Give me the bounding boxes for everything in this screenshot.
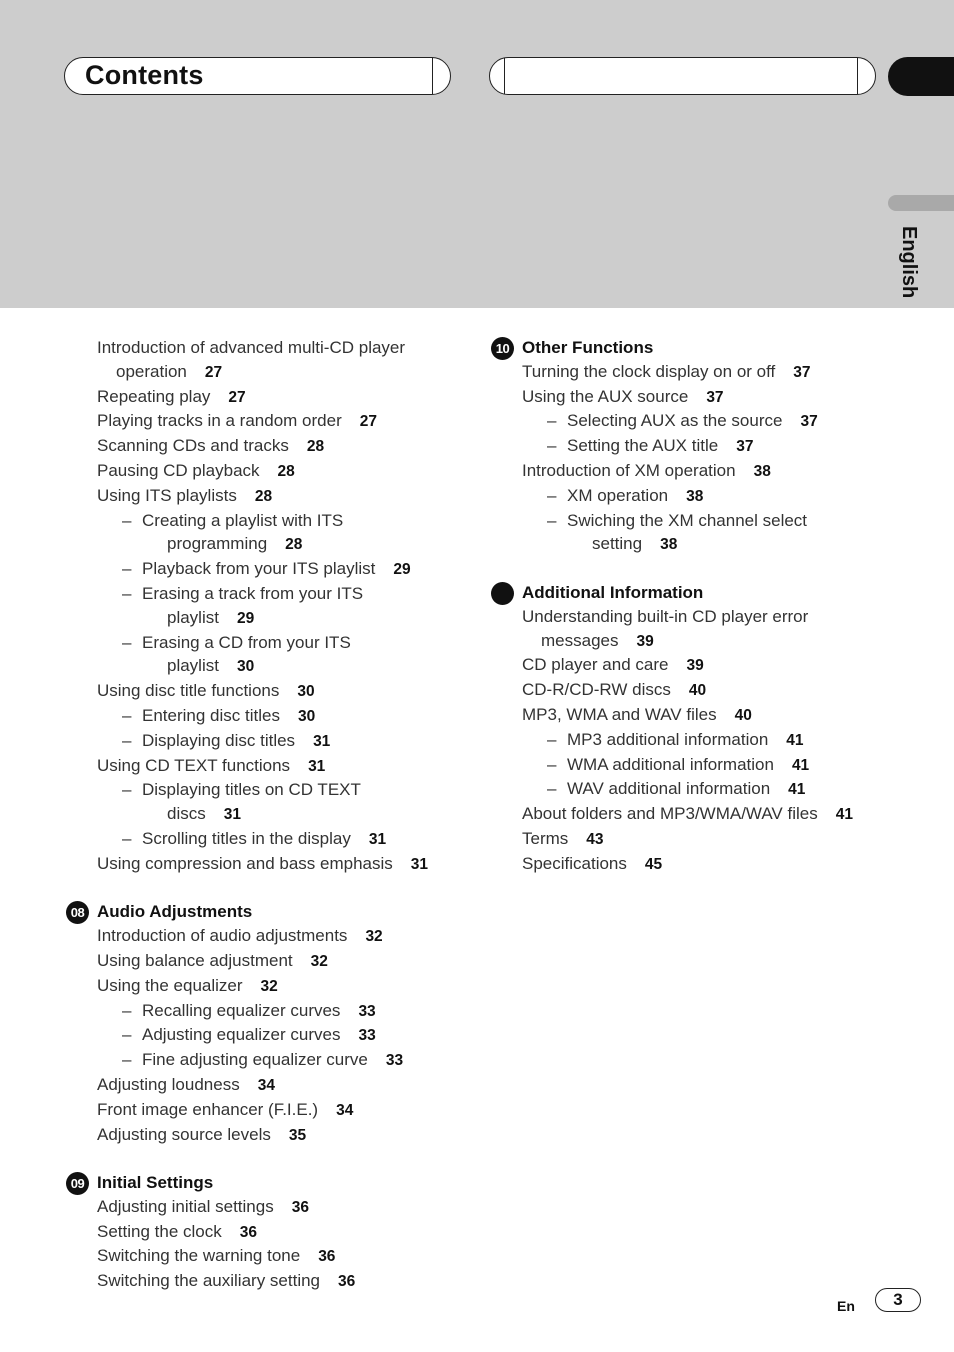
header-band xyxy=(0,0,954,308)
toc-entry[interactable] xyxy=(97,509,467,558)
toc-entry-line xyxy=(522,459,882,484)
toc-entry[interactable] xyxy=(97,754,467,779)
toc-page-number: 41 xyxy=(786,731,804,749)
toc-entry[interactable] xyxy=(97,484,467,509)
toc-entry[interactable] xyxy=(97,409,467,434)
toc-entry-line xyxy=(97,459,467,484)
toc-entry-line xyxy=(122,631,467,655)
section-title: Additional Information xyxy=(522,582,704,602)
dash-marker: – xyxy=(547,411,557,431)
toc-entry[interactable] xyxy=(522,605,882,654)
toc-entry-line xyxy=(122,654,467,679)
toc-entry[interactable] xyxy=(522,360,882,385)
dash-marker: – xyxy=(547,436,557,456)
toc-entry-text: Introduction of audio adjustments xyxy=(97,926,348,946)
toc-entry-text: Using the AUX source xyxy=(522,386,689,406)
toc-entry-text: Specifications xyxy=(522,853,627,873)
toc-entry-line xyxy=(122,509,467,533)
toc-entry-text: WAV additional information xyxy=(567,779,771,799)
toc-page-number: 30 xyxy=(297,683,315,701)
toc-entry-line xyxy=(122,729,467,754)
toc-entry-text: About folders and MP3/WMA/WAV files xyxy=(522,804,818,824)
toc-entry-text: Scrolling titles in the display xyxy=(142,828,351,848)
footer-lang: En xyxy=(837,1298,855,1314)
title-bar-divider-right xyxy=(857,58,876,94)
toc-entry-text: Adjusting source levels xyxy=(97,1124,271,1144)
toc-entry[interactable] xyxy=(97,704,467,729)
section-title: Other Functions xyxy=(522,338,654,357)
toc-entry-text: Terms xyxy=(522,828,569,848)
toc-entry-line xyxy=(97,974,467,999)
toc-entry-text: Introduction of XM operation xyxy=(522,460,736,480)
toc-entry[interactable] xyxy=(97,336,467,385)
toc-entry-line xyxy=(122,778,467,802)
toc-entry-line xyxy=(122,1048,467,1073)
dash-marker: – xyxy=(547,510,557,530)
toc-entry[interactable] xyxy=(97,459,467,484)
toc-entry[interactable] xyxy=(522,509,882,558)
toc-left-column xyxy=(70,336,467,1294)
toc-entry[interactable] xyxy=(522,459,882,484)
toc-entry-line xyxy=(522,360,882,385)
toc-page-number: 32 xyxy=(310,952,328,970)
toc-entry-line xyxy=(122,704,467,729)
toc-page-number: 36 xyxy=(239,1223,257,1241)
toc-entry-line xyxy=(522,605,882,629)
section-heading[interactable] xyxy=(70,900,467,924)
toc-page-number: 31 xyxy=(313,732,331,750)
toc-entry-line xyxy=(122,532,467,557)
toc-entry[interactable] xyxy=(522,678,882,703)
toc-entry-text: CD player and care xyxy=(522,655,669,675)
title-bar xyxy=(64,57,451,95)
toc-entry-text: Playback from your ITS playlist xyxy=(142,559,376,579)
dash-marker: – xyxy=(122,632,132,652)
toc-entry-text: Selecting AUX as the source xyxy=(567,411,783,431)
toc-entry[interactable] xyxy=(522,653,882,678)
page-title: Contents xyxy=(85,60,204,90)
toc-page-number: 27 xyxy=(204,363,223,381)
section-number-badge: 08 xyxy=(66,901,89,924)
toc-entry-text: messages xyxy=(541,630,619,650)
toc-entry-text: Front image enhancer (F.I.E.) xyxy=(97,1099,319,1119)
toc-entry-text: Erasing a track from your ITS xyxy=(142,583,364,603)
toc-entry[interactable] xyxy=(97,385,467,410)
toc-entry[interactable] xyxy=(97,999,467,1024)
toc-entry-text: Using compression and bass emphasis xyxy=(97,853,393,873)
dash-marker: – xyxy=(122,780,132,800)
toc-page-number: 41 xyxy=(791,756,810,774)
toc-page-number: 33 xyxy=(385,1052,404,1070)
toc-entry-line xyxy=(97,1244,467,1269)
toc-entry-text: XM operation xyxy=(567,485,669,505)
toc-entry-text: Using ITS playlists xyxy=(97,485,237,505)
section-heading[interactable] xyxy=(70,1171,467,1195)
toc-entry-line xyxy=(547,409,882,434)
toc-entry-line xyxy=(97,949,467,974)
toc-entry-text: Scanning CDs and tracks xyxy=(97,436,289,456)
toc-page-number: 31 xyxy=(308,757,326,775)
toc-page-number: 37 xyxy=(793,363,811,381)
toc-entry-text: Creating a playlist with ITS xyxy=(142,510,344,530)
toc-page-number: 37 xyxy=(800,413,818,431)
toc-entry-text: playlist xyxy=(167,607,219,627)
toc-entry[interactable] xyxy=(97,949,467,974)
toc-entry-line xyxy=(122,557,467,582)
toc-entry-line xyxy=(97,360,467,385)
toc-entry-line xyxy=(522,703,882,728)
toc-page-number: 39 xyxy=(636,632,654,650)
toc-entry[interactable] xyxy=(97,1195,467,1220)
toc-page-number: 34 xyxy=(336,1101,354,1119)
toc-entry[interactable] xyxy=(97,729,467,754)
dash-marker: – xyxy=(122,559,132,579)
toc-entry[interactable] xyxy=(522,827,882,852)
toc-entry-text: Understanding built-in CD player error xyxy=(522,606,809,626)
toc-entry-line xyxy=(97,754,467,779)
toc-entry[interactable] xyxy=(522,385,882,410)
toc-entry[interactable] xyxy=(97,778,467,827)
dash-marker: – xyxy=(122,1025,132,1045)
dash-marker: – xyxy=(122,1000,132,1020)
toc-entry-line xyxy=(547,484,882,509)
dash-marker: – xyxy=(122,705,132,725)
dash-marker: – xyxy=(547,754,557,774)
dash-marker: – xyxy=(122,510,132,530)
toc-entry[interactable] xyxy=(522,728,882,753)
toc-entry[interactable] xyxy=(97,1269,467,1294)
toc-entry[interactable] xyxy=(522,852,882,877)
toc-entry-text: Playing tracks in a random order xyxy=(97,411,342,431)
language-tab-marker xyxy=(888,195,954,211)
toc-entry-text: Entering disc titles xyxy=(142,705,280,725)
toc-page-number: 28 xyxy=(285,536,303,554)
toc-entry[interactable] xyxy=(97,1244,467,1269)
toc-entry-text: Swiching the XM channel select xyxy=(567,510,808,530)
toc-page-number: 32 xyxy=(365,928,383,946)
toc-page-number: 39 xyxy=(686,657,704,675)
toc-entry-line xyxy=(547,777,882,802)
toc-entry[interactable] xyxy=(97,974,467,999)
toc-entry-text: Adjusting loudness xyxy=(97,1074,240,1094)
toc-page-number: 41 xyxy=(835,806,853,824)
toc-entry-text: programming xyxy=(167,534,268,554)
toc-entry-text: playlist xyxy=(167,656,219,676)
toc-entry-line xyxy=(522,653,882,678)
toc-entry[interactable] xyxy=(97,1220,467,1245)
toc-entry-text: operation xyxy=(116,361,187,381)
toc-entry-text: Fine adjusting equalizer curve xyxy=(142,1050,368,1070)
toc-entry[interactable] xyxy=(522,484,882,509)
toc-entry-text: Using CD TEXT functions xyxy=(97,755,291,775)
section-title: Initial Settings xyxy=(97,1173,214,1193)
section-number-badge: 09 xyxy=(66,1172,89,1195)
toc-entry-text: MP3 additional information xyxy=(567,729,769,749)
toc-entry-line xyxy=(547,434,882,459)
toc-entry-text: Repeating play xyxy=(97,386,211,406)
toc-entry-text: Setting the AUX title xyxy=(567,436,719,456)
toc-entry-text: Adjusting equalizer curves xyxy=(142,1025,341,1045)
toc-entry[interactable] xyxy=(522,802,882,827)
section-number-badge xyxy=(491,582,514,605)
toc-entry[interactable] xyxy=(97,1098,467,1123)
toc-entry-line xyxy=(122,802,467,827)
toc-page-number: 31 xyxy=(368,830,387,848)
toc-page-number: 36 xyxy=(338,1273,356,1291)
toc-entry-line xyxy=(97,924,467,949)
toc-entry-line xyxy=(522,629,882,654)
toc-entry-text: Switching the warning tone xyxy=(97,1246,301,1266)
dash-marker: – xyxy=(122,583,132,603)
toc-entry-line xyxy=(122,999,467,1024)
toc-entry-text: Displaying disc titles xyxy=(142,730,296,750)
toc-entry-line xyxy=(97,1220,467,1245)
toc-page-number: 35 xyxy=(288,1126,307,1144)
toc-page-number: 28 xyxy=(306,438,325,456)
toc-entry-line xyxy=(97,679,467,704)
dash-marker: – xyxy=(122,828,132,848)
title-bar-divider-left xyxy=(504,58,505,94)
toc-page-number: 31 xyxy=(410,855,429,873)
toc-entry-text: Using balance adjustment xyxy=(97,950,293,970)
toc-page-number: 33 xyxy=(358,1027,376,1045)
toc-entry-line xyxy=(522,802,882,827)
toc-page-number: 40 xyxy=(734,706,752,724)
toc-page-number: 30 xyxy=(236,658,255,676)
section-gap xyxy=(522,557,882,581)
toc-page-number: 28 xyxy=(277,462,295,480)
toc-entry[interactable] xyxy=(97,631,467,680)
toc-entry-line xyxy=(122,606,467,631)
toc-page-number: 29 xyxy=(236,609,255,627)
toc-entry-text: MP3, WMA and WAV files xyxy=(522,704,717,724)
toc-entry[interactable] xyxy=(522,753,882,778)
toc-page-number: 41 xyxy=(788,781,806,799)
toc-page-number: 38 xyxy=(753,462,771,480)
toc-right-column xyxy=(495,336,882,877)
toc-entry-text: Setting the clock xyxy=(97,1221,222,1241)
toc-entry-text: setting xyxy=(592,534,643,554)
toc-page-number: 33 xyxy=(358,1002,376,1020)
toc-entry-line xyxy=(97,1123,467,1148)
toc-page-number: 34 xyxy=(257,1076,275,1094)
page-number: 3 xyxy=(875,1288,921,1312)
toc-page-number: 36 xyxy=(291,1198,309,1216)
section-tab xyxy=(888,57,954,96)
toc-entry-line xyxy=(97,852,467,877)
toc-page-number: 36 xyxy=(318,1248,336,1266)
toc-entry[interactable] xyxy=(522,703,882,728)
toc-page-number: 37 xyxy=(736,438,754,456)
toc-entry[interactable] xyxy=(97,434,467,459)
toc-entry[interactable] xyxy=(522,434,882,459)
toc-page-number: 37 xyxy=(706,388,724,406)
toc-entry-line xyxy=(97,484,467,509)
title-bar-blank xyxy=(489,57,876,95)
toc-entry[interactable] xyxy=(97,1023,467,1048)
toc-entry[interactable] xyxy=(97,852,467,877)
toc-page-number: 38 xyxy=(686,487,704,505)
dash-marker: – xyxy=(122,1050,132,1070)
toc-entry-line xyxy=(97,1195,467,1220)
toc-entry-line xyxy=(97,434,467,459)
toc-entry[interactable] xyxy=(97,1123,467,1148)
toc-entry-line xyxy=(547,728,882,753)
dash-marker: – xyxy=(547,729,557,749)
toc-entry[interactable] xyxy=(97,557,467,582)
section-heading[interactable] xyxy=(495,336,882,360)
toc-page-number: 27 xyxy=(228,388,246,406)
toc-entry-text: Introduction of advanced multi-CD player xyxy=(97,338,406,357)
toc-entry[interactable] xyxy=(97,679,467,704)
toc-entry-text: Pausing CD playback xyxy=(97,460,260,480)
toc-entry-text: Turning the clock display on or off xyxy=(522,361,776,381)
toc-entry-line xyxy=(522,678,882,703)
toc-page-number: 29 xyxy=(393,561,411,579)
toc-entry-text: Displaying titles on CD TEXT xyxy=(142,780,361,800)
toc-entry[interactable] xyxy=(522,409,882,434)
section-heading[interactable] xyxy=(522,581,882,605)
toc-entry-line xyxy=(547,753,882,778)
toc-entry-text: Using the equalizer xyxy=(97,975,243,995)
section-number-badge: 10 xyxy=(491,337,514,360)
toc-entry[interactable] xyxy=(97,827,467,852)
section-gap xyxy=(97,877,467,901)
toc-entry-line xyxy=(97,1098,467,1123)
toc-entry-text: WMA additional information xyxy=(567,754,774,774)
toc-entry-text: Switching the auxiliary setting xyxy=(97,1271,321,1291)
toc-entry[interactable] xyxy=(522,777,882,802)
toc-entry-line xyxy=(97,1269,467,1294)
toc-entry-line xyxy=(547,532,882,557)
toc-entry-text: Erasing a CD from your ITS xyxy=(142,632,351,652)
toc-entry-line xyxy=(97,409,467,434)
toc-entry-text: Using disc title functions xyxy=(97,681,280,701)
toc-page-number: 31 xyxy=(223,806,241,824)
toc-page-number: 45 xyxy=(644,855,663,873)
toc-entry[interactable] xyxy=(97,924,467,949)
toc-entry[interactable] xyxy=(97,1048,467,1073)
toc-entry-text: CD-R/CD-RW discs xyxy=(522,680,671,700)
dash-marker: – xyxy=(547,779,557,799)
dash-marker: – xyxy=(122,730,132,750)
toc-entry[interactable] xyxy=(97,582,467,631)
toc-entry-text: Recalling equalizer curves xyxy=(142,1000,341,1020)
toc-entry-text: Adjusting initial settings xyxy=(97,1196,274,1216)
toc-entry-line xyxy=(122,1023,467,1048)
toc-entry-text: discs xyxy=(167,804,206,824)
section-title: Audio Adjustments xyxy=(97,902,253,922)
toc-entry-line xyxy=(97,385,467,410)
toc-entry-line xyxy=(547,509,882,533)
toc-entry-line xyxy=(522,827,882,852)
toc-page-number: 27 xyxy=(359,413,377,431)
toc-entry-line xyxy=(122,827,467,852)
toc-page-number: 38 xyxy=(660,536,678,554)
toc-page-number: 28 xyxy=(254,487,273,505)
toc-entry[interactable] xyxy=(97,1073,467,1098)
dash-marker: – xyxy=(547,485,557,505)
toc-entry-line xyxy=(97,336,467,360)
toc-entry-line xyxy=(522,852,882,877)
toc-page-number: 40 xyxy=(688,682,707,700)
toc-entry-line xyxy=(522,385,882,410)
section-gap xyxy=(97,1147,467,1171)
toc-entry-line xyxy=(97,1073,467,1098)
toc-page-number: 32 xyxy=(260,977,278,995)
toc-page-number: 43 xyxy=(586,830,604,848)
title-bar-divider xyxy=(432,58,451,94)
language-tab-label: English xyxy=(898,226,920,299)
toc-page-number: 30 xyxy=(297,707,316,725)
toc-entry-line xyxy=(122,582,467,606)
